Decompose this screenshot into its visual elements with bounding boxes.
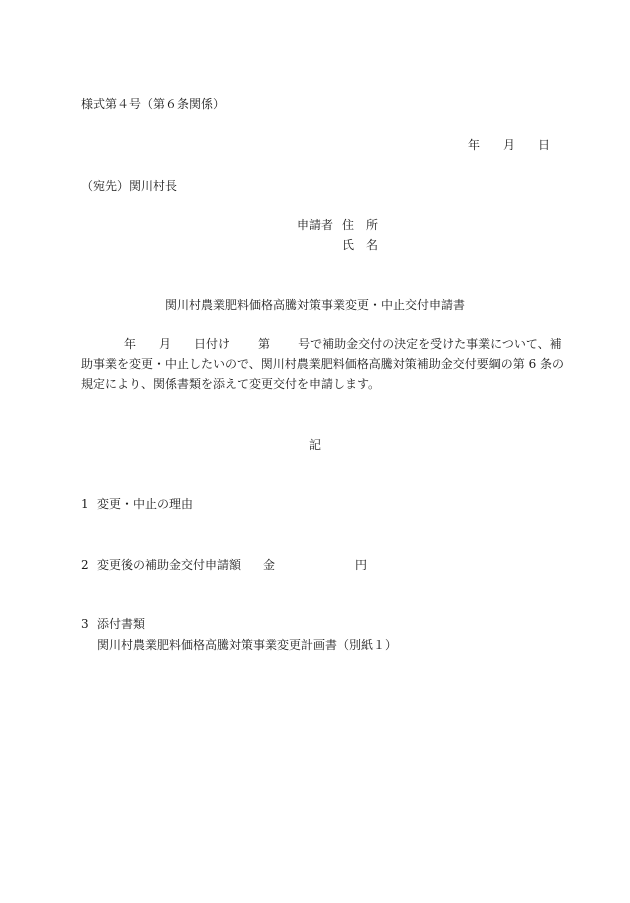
ki-heading: 記 bbox=[308, 438, 321, 452]
item-label: 変更・中止の理由 bbox=[97, 497, 194, 511]
body-line-3: 規定により、関係書類を添えて変更交付を申請します。 bbox=[81, 377, 381, 391]
date-month: 月 bbox=[502, 138, 515, 152]
body-line-1 bbox=[81, 334, 562, 354]
body-paragraph bbox=[81, 334, 565, 394]
date-year: 年 bbox=[467, 138, 480, 152]
item-label: 変更後の補助金交付申請額 bbox=[97, 558, 242, 572]
date-line bbox=[468, 137, 550, 153]
item-number: 2 bbox=[81, 558, 89, 572]
item-amount bbox=[81, 557, 367, 573]
attachment-document: 関川村農業肥料価格高騰対策事業変更計画書（別紙１） bbox=[97, 638, 398, 652]
applicant-name-label: 氏 名 bbox=[342, 238, 379, 252]
document-title: 関川村農業肥料価格高騰対策事業変更・中止交付申請書 bbox=[164, 298, 465, 312]
item-label: 添付書類 bbox=[97, 617, 146, 631]
body-line-2: 助事業を変更・中止したいので、関川村農業肥料価格高騰対策補助金交付要綱の第 6 条の bbox=[81, 357, 565, 371]
body-month: 月 bbox=[159, 337, 172, 351]
amount-kin-label: 金 bbox=[263, 558, 276, 572]
body-dated: 日付け bbox=[194, 337, 231, 351]
body-line1-tail: 号で補助金交付の決定を受けた事業について、補 bbox=[298, 337, 562, 351]
item-reason bbox=[81, 496, 193, 512]
body-dai: 第 bbox=[258, 337, 271, 351]
addressee: （宛先）関川村長 bbox=[81, 179, 178, 193]
applicant-address-label: 住 所 bbox=[342, 218, 379, 232]
form-number: 様式第４号（第６条関係） bbox=[81, 97, 226, 111]
item-number: 3 bbox=[81, 617, 89, 631]
item-attachments bbox=[81, 616, 145, 632]
amount-yen-label: 円 bbox=[355, 558, 368, 572]
item-number: 1 bbox=[81, 497, 89, 511]
date-day: 日 bbox=[537, 138, 550, 152]
applicant-label: 申請者 bbox=[297, 218, 334, 232]
body-year: 年 bbox=[124, 337, 137, 351]
